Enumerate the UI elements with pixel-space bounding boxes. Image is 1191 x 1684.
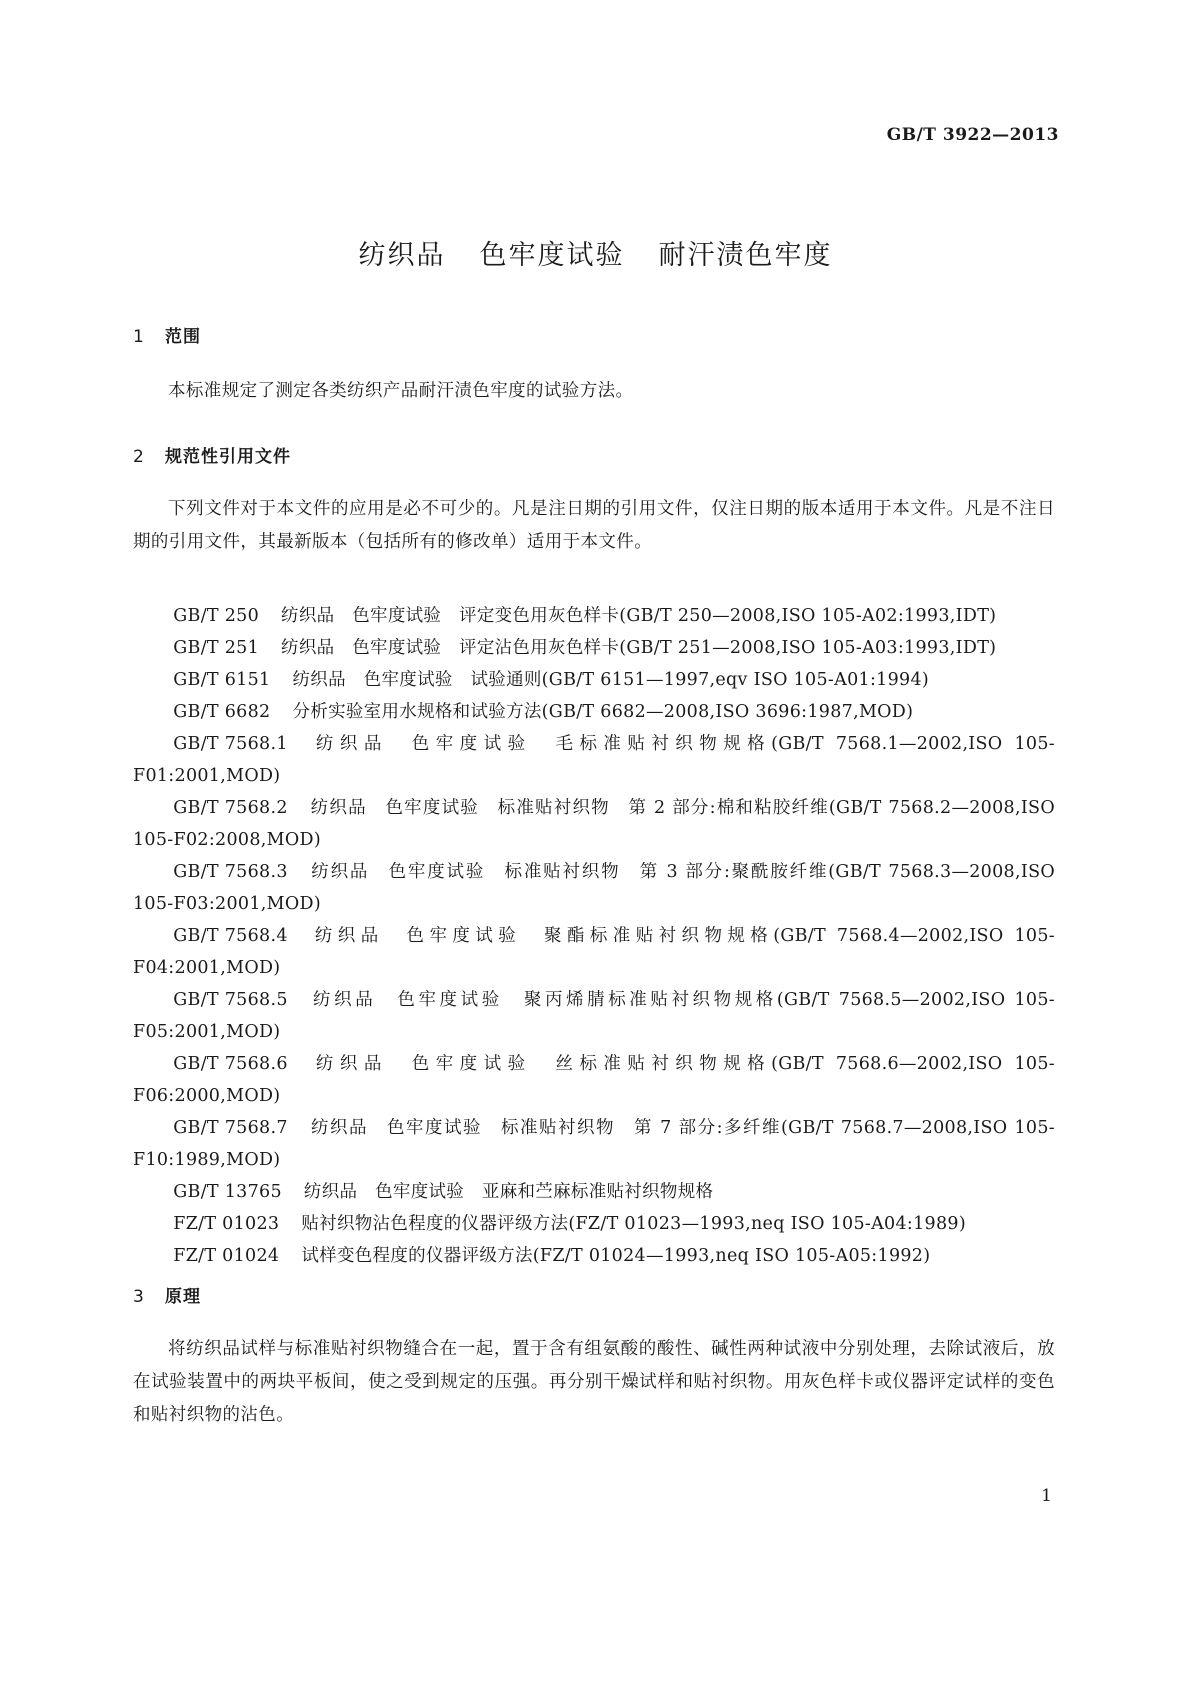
reference-text: 纺织品 色牢度试验 评定沾色用灰色样卡(GB/T 251—2008,ISO 105-A03:1993,IDT) (281, 638, 997, 658)
reference-text: 纺织品 色牢度试验 丝标准贴衬织物规格(GB/T 7568.6—2002,ISO 105-F06:2000,MOD) (133, 1054, 1055, 1106)
reference-text: 纺织品 色牢度试验 聚丙烯腈标准贴衬织物规格(GB/T 7568.5—2002,ISO 105-F05:2001,MOD) (133, 990, 1055, 1042)
section-number: 2 (133, 447, 145, 467)
document-title (0, 233, 1191, 272)
section-title: 规范性引用文件 (165, 447, 291, 467)
reference-item (133, 664, 1055, 696)
reference-item (133, 728, 1055, 792)
reference-text: 纺织品 色牢度试验 标准贴衬织物 第 3 部分:聚酰胺纤维(GB/T 7568.3—2008,ISO 105-F03:2001,MOD) (133, 862, 1055, 914)
reference-code: GB/T 13765 (173, 1182, 282, 1202)
reference-code: GB/T 7568.7 (173, 1118, 288, 1138)
reference-code: GB/T 7568.4 (173, 926, 288, 946)
reference-text: 纺织品 色牢度试验 毛标准贴衬织物规格(GB/T 7568.1—2002,ISO 105-F01:2001,MOD) (133, 734, 1055, 786)
references-intro-paragraph: 下列文件对于本文件的应用是必不可少的。凡是注日期的引用文件，仅注日期的版本适用于本文件。凡是不注日期的引用文件，其最新版本（包括所有的修改单）适用于本文件。 (133, 499, 1055, 552)
section-heading-principle (133, 1282, 201, 1307)
reference-text: 纺织品 色牢度试验 标准贴衬织物 第 2 部分:棉和粘胶纤维(GB/T 7568.2—2008,ISO 105-F02:2008,MOD) (133, 798, 1055, 850)
reference-code: GB/T 250 (173, 606, 260, 626)
reference-list (133, 600, 1055, 1272)
reference-item (133, 1048, 1055, 1112)
reference-item (133, 792, 1055, 856)
reference-text: 纺织品 色牢度试验 评定变色用灰色样卡(GB/T 250—2008,ISO 105-A02:1993,IDT) (281, 606, 997, 626)
reference-code: FZ/T 01023 (173, 1214, 280, 1234)
standard-code: GB/T 3922—2013 (886, 125, 1059, 145)
section-heading-normative-references (133, 442, 291, 467)
reference-code: FZ/T 01024 (173, 1246, 280, 1266)
page-number: 1 (1041, 1486, 1052, 1506)
section-heading-scope (133, 322, 201, 347)
principle-paragraph: 将纺织品试样与标准贴衬织物缝合在一起，置于含有组氨酸的酸性、碱性两种试液中分别处理，去除试液后，放在试验装置中的两块平板间，使之受到规定的压强。再分别干燥试样和贴衬织物。用灰色样卡或仪器评定试样的变色和贴衬织物的沾色。 (133, 1339, 1055, 1425)
reference-text: 纺织品 色牢度试验 试验通则(GB/T 6151—1997,eqv ISO 105-A01:1994) (292, 670, 929, 690)
reference-text: 纺织品 色牢度试验 聚酯标准贴衬织物规格(GB/T 7568.4—2002,ISO 105-F04:2001,MOD) (133, 926, 1055, 978)
section-title: 原理 (165, 1287, 201, 1307)
reference-code: GB/T 7568.5 (173, 990, 288, 1010)
reference-item (133, 632, 1055, 664)
reference-item (133, 920, 1055, 984)
reference-item (133, 1112, 1055, 1176)
title-part-1: 纺织品 (358, 240, 446, 271)
reference-text: 纺织品 色牢度试验 亚麻和苎麻标准贴衬织物规格 (303, 1182, 714, 1202)
section-number: 1 (133, 327, 145, 347)
reference-text: 纺织品 色牢度试验 标准贴衬织物 第 7 部分:多纤维(GB/T 7568.7—2008,ISO 105-F10:1989,MOD) (133, 1118, 1055, 1170)
reference-item (133, 856, 1055, 920)
reference-text: 试样变色程度的仪器评级方法(FZ/T 01024—1993,neq ISO 105-A05:1992) (301, 1246, 931, 1266)
scope-paragraph: 本标准规定了测定各类纺织产品耐汗渍色牢度的试验方法。 (168, 381, 634, 401)
reference-item (133, 600, 1055, 632)
reference-item (133, 1176, 1055, 1208)
title-part-3: 耐汗渍色牢度 (658, 240, 833, 271)
reference-code: GB/T 7568.6 (173, 1054, 288, 1074)
reference-item (133, 984, 1055, 1048)
reference-item (133, 1208, 1055, 1240)
reference-code: GB/T 251 (173, 638, 260, 658)
section-title: 范围 (165, 327, 201, 347)
reference-code: GB/T 6151 (173, 670, 271, 690)
reference-code: GB/T 6682 (173, 702, 271, 722)
reference-item (133, 696, 1055, 728)
reference-item (133, 1240, 1055, 1272)
section-number: 3 (133, 1287, 145, 1307)
reference-code: GB/T 7568.2 (173, 798, 288, 818)
reference-code: GB/T 7568.3 (173, 862, 288, 882)
reference-text: 分析实验室用水规格和试验方法(GB/T 6682—2008,ISO 3696:1987,MOD) (292, 702, 914, 722)
reference-code: GB/T 7568.1 (173, 734, 288, 754)
title-part-2: 色牢度试验 (479, 240, 625, 271)
reference-text: 贴衬织物沾色程度的仪器评级方法(FZ/T 01023—1993,neq ISO 105-A04:1989) (301, 1214, 966, 1234)
